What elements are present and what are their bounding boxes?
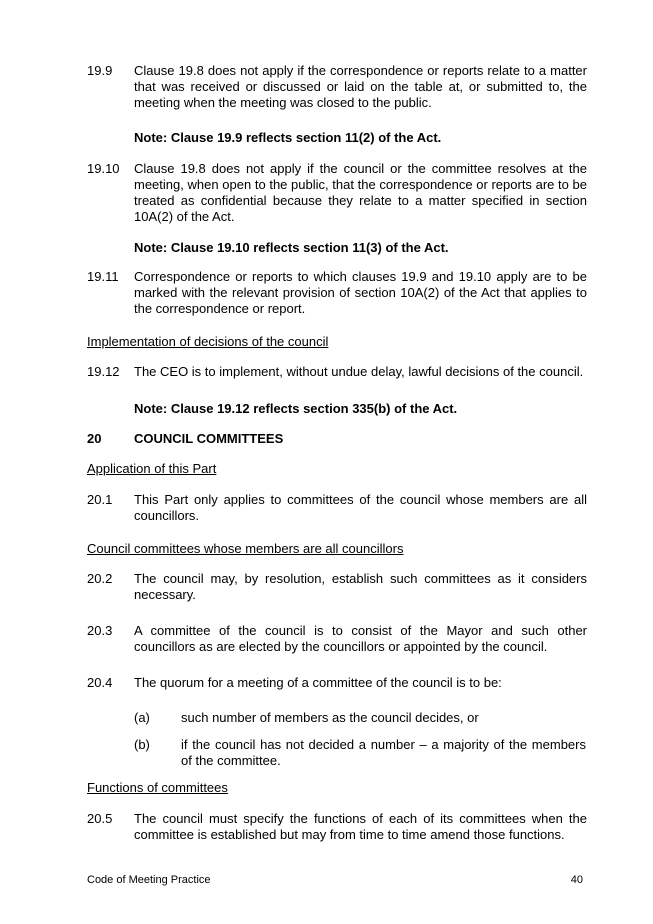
clause-number: 20.3 [87, 623, 113, 638]
page-footer [87, 872, 583, 888]
note-19-12: Note: Clause 19.12 reflects section 335(b) of the Act. [134, 401, 458, 416]
clause-text: The council may, by resolution, establish such committees as it considers necessary. [134, 571, 587, 602]
clause-text: Correspondence or reports to which clauses 19.9 and 19.10 apply are to be marked with the relevant provision of section 10A(2) of the Act that applies to the correspondence or report. [134, 269, 587, 316]
clause-number: 19.9 [87, 63, 113, 78]
note-19-10: Note: Clause 19.10 reflects section 11(3) of the Act. [134, 240, 449, 255]
footer-title: Code of Meeting Practice [87, 874, 211, 886]
subheading-council-committees: Council committees whose members are all councillors [87, 541, 404, 556]
section-title: COUNCIL COMMITTEES [134, 431, 284, 446]
subclause-20-4-a [134, 710, 586, 726]
clause-text: The quorum for a meeting of a committee of the council is to be: [134, 675, 502, 690]
section-heading-20 [87, 431, 283, 447]
clause-text: This Part only applies to committees of the council whose members are all councillors. [134, 492, 587, 523]
clause-number: 20.2 [87, 571, 113, 586]
subheading-implementation: Implementation of decisions of the council [87, 334, 329, 349]
subclause-20-4-b [134, 737, 586, 769]
subheading-application: Application of this Part [87, 461, 217, 476]
clause-19-11 [87, 269, 587, 317]
clause-19-9 [87, 63, 587, 111]
clause-number: 19.11 [87, 269, 119, 284]
clause-number: 19.12 [87, 364, 120, 379]
clause-text: Clause 19.8 does not apply if the council or the committee resolves at the meeting, when open to the public, that the correspondence or reports are to be treated as confidential because they relate to a matter specified in section 10A(2) of the Act. [134, 161, 587, 224]
clause-20-3 [87, 623, 587, 655]
clause-number: 20.5 [87, 811, 113, 826]
clause-20-1 [87, 492, 587, 524]
subclause-letter: (a) [134, 710, 150, 725]
clause-19-10 [87, 161, 587, 225]
subclause-text: if the council has not decided a number – a majority of the members of the committee. [181, 737, 586, 768]
clause-text: Clause 19.8 does not apply if the correspondence or reports relate to a matter that was received or discussed or laid on the table at, or submitted to, the meeting when the meeting was closed to the public. [134, 63, 587, 110]
clause-20-5 [87, 811, 587, 843]
clause-number: 19.10 [87, 161, 120, 176]
subheading-functions: Functions of committees [87, 780, 228, 795]
clause-number: 20.4 [87, 675, 113, 690]
clause-20-2 [87, 571, 587, 603]
subclause-letter: (b) [134, 737, 150, 752]
clause-text: The council must specify the functions of each of its committees when the committee is established but may from time to time amend those functions. [134, 811, 587, 842]
note-19-9: Note: Clause 19.9 reflects section 11(2) of the Act. [134, 130, 442, 145]
subclause-text: such number of members as the council decides, or [181, 710, 479, 725]
clause-20-4 [87, 675, 587, 691]
clause-number: 20.1 [87, 492, 113, 507]
clause-text: A committee of the council is to consist of the Mayor and such other councillors as are elected by the councillors or appointed by the council. [134, 623, 587, 654]
page-number: 40 [570, 874, 583, 886]
clause-text: The CEO is to implement, without undue delay, lawful decisions of the council. [134, 364, 584, 379]
clause-19-12 [87, 364, 587, 380]
section-number: 20 [87, 431, 102, 446]
